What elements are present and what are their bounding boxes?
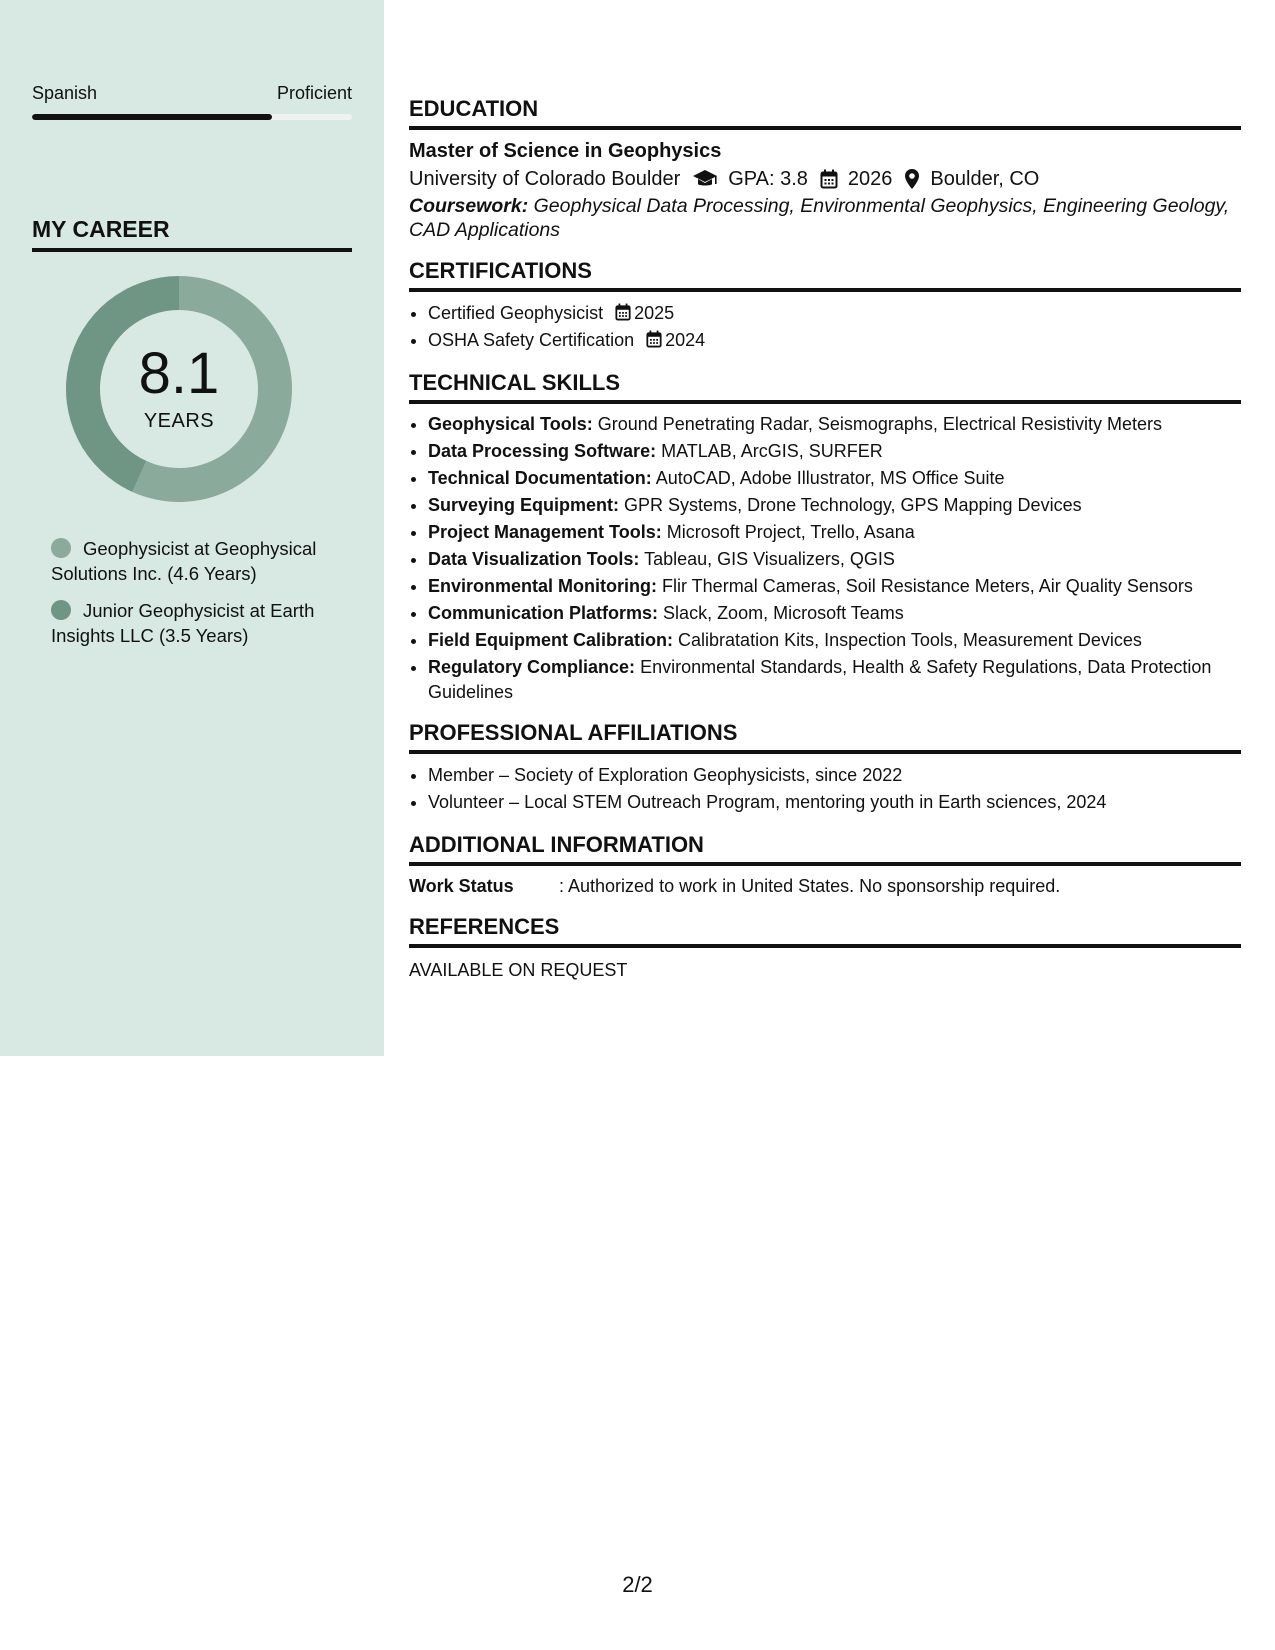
skill-item xyxy=(428,412,1241,437)
skill-value: Calibratation Kits, Inspection Tools, Measurement Devices xyxy=(678,630,1142,650)
career-item xyxy=(51,536,351,586)
coursework-list: Geophysical Data Processing, Environmental Geophysics, Engineering Geology, CAD Applications xyxy=(409,195,1230,241)
skill-value: Flir Thermal Cameras, Soil Resistance Meters, Air Quality Sensors xyxy=(662,576,1193,596)
main-content xyxy=(409,96,1241,998)
skill-label: Environmental Monitoring: xyxy=(428,576,657,596)
school-name: University of Colorado Boulder xyxy=(409,168,681,190)
skill-label: Surveying Equipment: xyxy=(428,495,620,515)
language-proficiency-fill xyxy=(32,114,272,120)
references-text: AVAILABLE ON REQUEST xyxy=(409,960,628,980)
gpa: GPA: 3.8 xyxy=(728,168,808,190)
affiliation-item: • Member – Society of Exploration Geophysicists, since 2022 xyxy=(428,762,1241,789)
skills-list xyxy=(409,412,1241,704)
coursework-label: Coursework: xyxy=(409,195,529,217)
skill-label: Regulatory Compliance: xyxy=(428,657,636,677)
career-years-unit: YEARS xyxy=(143,410,215,432)
skill-item xyxy=(428,628,1241,653)
graduation-cap-icon xyxy=(692,169,718,189)
skill-item xyxy=(428,493,1241,518)
skill-value: Microsoft Project, Trello, Asana xyxy=(666,522,915,542)
education-title: EDUCATION xyxy=(409,96,1241,130)
skills-section xyxy=(409,370,1241,704)
career-item xyxy=(51,598,351,648)
education-section xyxy=(409,96,1241,242)
skill-item xyxy=(428,601,1241,626)
career-item-label: Geophysicist at Geophysical Solutions Inc. (4.6 Years) xyxy=(51,538,317,584)
career-list xyxy=(51,536,351,660)
additional-info-title: ADDITIONAL INFORMATION xyxy=(409,832,1241,866)
career-total-years: 8.1 xyxy=(138,341,220,406)
skill-label: Communication Platforms: xyxy=(428,603,659,623)
skill-item xyxy=(428,466,1241,491)
certifications-list xyxy=(409,300,1241,354)
skill-label: Technical Documentation: xyxy=(428,468,652,488)
graduation-year: 2026 xyxy=(847,168,893,190)
skill-label: Data Processing Software: xyxy=(428,441,657,461)
certification-name: OSHA Safety Certification xyxy=(428,330,635,350)
skill-item xyxy=(428,520,1241,545)
affiliations-section xyxy=(409,720,1241,816)
affiliations-list xyxy=(409,762,1241,816)
skill-value: GPR Systems, Drone Technology, GPS Mapping Devices xyxy=(624,495,1082,515)
sidebar xyxy=(0,0,384,1056)
certification-year: 2025 xyxy=(634,303,675,323)
affiliations-title: PROFESSIONAL AFFILIATIONS xyxy=(409,720,1241,754)
career-item-label: Junior Geophysicist at Earth Insights LLC (3.5 Years) xyxy=(51,600,315,646)
skill-value: MATLAB, ArcGIS, SURFER xyxy=(661,441,883,461)
language-level: Proficient xyxy=(276,83,352,103)
education-details xyxy=(409,164,1241,194)
page-number: 2/2 xyxy=(622,1572,653,1597)
skill-value: Environmental Standards, Health & Safety Regulations, Data Protection Guidelines xyxy=(428,657,1212,702)
career-heading: MY CAREER xyxy=(32,215,352,252)
skill-value: Tableau, GIS Visualizers, QGIS xyxy=(644,549,895,569)
certification-item xyxy=(428,327,1241,354)
calendar-icon xyxy=(646,330,662,348)
skill-item xyxy=(428,547,1241,572)
skill-label: Field Equipment Calibration: xyxy=(428,630,674,650)
certification-name: Certified Geophysicist xyxy=(428,303,604,323)
skill-label: Data Visualization Tools: xyxy=(428,549,640,569)
career-dot-icon xyxy=(51,600,71,620)
affiliation-item: • Volunteer – Local STEM Outreach Program, mentoring youth in Earth sciences, 2024 xyxy=(428,789,1241,816)
skill-label: Geophysical Tools: xyxy=(428,414,593,434)
skill-item xyxy=(428,439,1241,464)
career-donut-chart xyxy=(66,276,292,502)
calendar-icon xyxy=(820,169,838,189)
coursework xyxy=(409,194,1241,242)
additional-info-section xyxy=(409,832,1241,898)
skill-label: Project Management Tools: xyxy=(428,522,662,542)
references-title: REFERENCES xyxy=(409,914,1241,948)
certification-year: 2024 xyxy=(665,330,706,350)
skills-title: TECHNICAL SKILLS xyxy=(409,370,1241,404)
calendar-icon xyxy=(615,303,631,321)
degree-name: Master of Science in Geophysics xyxy=(409,140,722,162)
references-section xyxy=(409,914,1241,982)
language-name: Spanish xyxy=(32,83,98,103)
skill-value: Ground Penetrating Radar, Seismographs, Electrical Resistivity Meters xyxy=(597,414,1162,434)
work-status-label: Work Status xyxy=(409,876,514,896)
work-status-row xyxy=(409,874,1241,898)
education-location: Boulder, CO xyxy=(930,168,1040,190)
skill-value: AutoCAD, Adobe Illustrator, MS Office Suite xyxy=(655,468,1005,488)
map-pin-icon xyxy=(904,168,920,190)
skill-item xyxy=(428,655,1241,704)
work-status-value: : Authorized to work in United States. No sponsorship required. xyxy=(559,876,1061,896)
certification-item xyxy=(428,300,1241,327)
career-dot-icon xyxy=(51,538,71,558)
skill-value: Slack, Zoom, Microsoft Teams xyxy=(663,603,904,623)
certifications-title: CERTIFICATIONS xyxy=(409,258,1241,292)
skill-item xyxy=(428,574,1241,599)
certifications-section xyxy=(409,258,1241,354)
language-proficiency-bar xyxy=(32,114,352,120)
